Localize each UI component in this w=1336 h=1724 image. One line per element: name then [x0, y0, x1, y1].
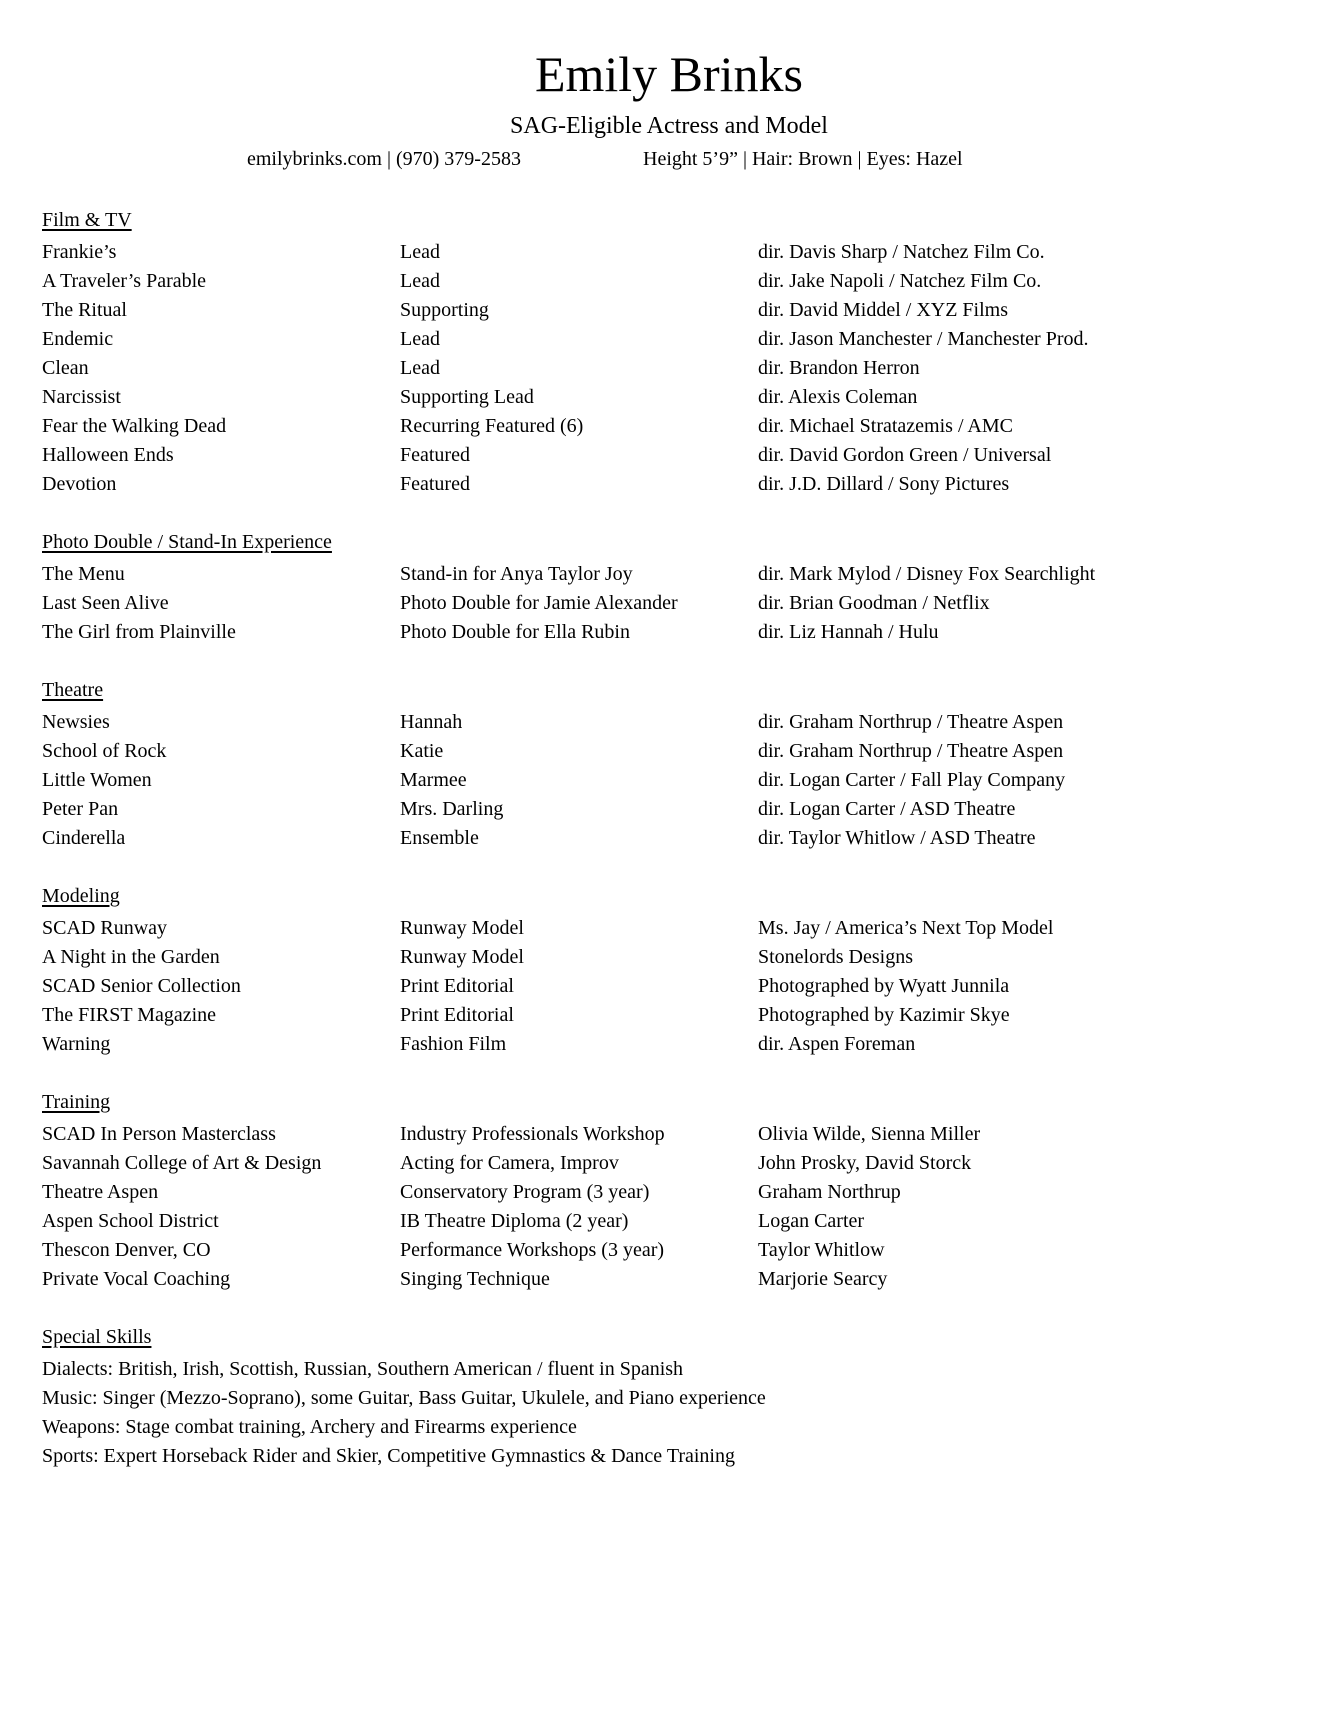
contact-stats: Height 5’9” | Hair: Brown | Eyes: Hazel [643, 148, 963, 170]
credit-detail: Marjorie Searcy [758, 1268, 888, 1290]
credit-row [42, 296, 1296, 325]
credit-detail: dir. Jake Napoli / Natchez Film Co. [758, 270, 1042, 292]
credit-row [42, 1149, 1296, 1178]
credit-title: SCAD In Person Masterclass [42, 1123, 276, 1145]
credit-role: Stand-in for Anya Taylor Joy [400, 563, 633, 585]
credit-title: The Ritual [42, 299, 127, 321]
credit-role: Conservatory Program (3 year) [400, 1181, 650, 1203]
credit-title: School of Rock [42, 740, 167, 762]
credit-role: Photo Double for Ella Rubin [400, 621, 630, 643]
credit-role: Ensemble [400, 827, 479, 849]
credit-detail: Stonelords Designs [758, 946, 913, 968]
credit-detail: dir. Aspen Foreman [758, 1033, 916, 1055]
section [42, 206, 1296, 499]
credit-title: Savannah College of Art & Design [42, 1152, 322, 1174]
credit-role: Supporting [400, 299, 489, 321]
credit-detail: dir. Michael Stratazemis / AMC [758, 415, 1013, 437]
credit-title: A Night in the Garden [42, 946, 220, 968]
credit-title: Little Women [42, 769, 152, 791]
credit-role: Lead [400, 357, 440, 379]
credit-row [42, 325, 1296, 354]
credit-role: Lead [400, 270, 440, 292]
credit-detail: Graham Northrup [758, 1181, 901, 1203]
credit-row [42, 470, 1296, 499]
credit-detail: John Prosky, David Storck [758, 1152, 972, 1174]
credit-role: Print Editorial [400, 975, 514, 997]
credit-title: SCAD Senior Collection [42, 975, 241, 997]
credit-role: IB Theatre Diploma (2 year) [400, 1210, 629, 1232]
credit-role: Runway Model [400, 917, 524, 939]
credit-title: Thescon Denver, CO [42, 1239, 211, 1261]
credit-role: Hannah [400, 711, 463, 733]
credit-detail: Photographed by Wyatt Junnila [758, 975, 1010, 997]
credit-title: Peter Pan [42, 798, 119, 820]
section-special-skills [42, 1323, 1296, 1471]
credit-detail: dir. David Middel / XYZ Films [758, 299, 1008, 321]
credit-row [42, 795, 1296, 824]
credit-row [42, 238, 1296, 267]
credit-title: Theatre Aspen [42, 1181, 159, 1203]
section-title: Theatre [42, 679, 104, 701]
credit-row [42, 1030, 1296, 1059]
credit-detail: dir. Mark Mylod / Disney Fox Searchlight [758, 563, 1096, 585]
section [42, 676, 1296, 853]
credit-role: Print Editorial [400, 1004, 514, 1026]
contact-line [42, 145, 1296, 174]
credit-role: Runway Model [400, 946, 524, 968]
section-title: Film & TV [42, 209, 132, 231]
credit-detail: dir. Graham Northrup / Theatre Aspen [758, 711, 1064, 733]
skill-line: Sports: Expert Horseback Rider and Skier, Competitive Gymnastics & Dance Training [42, 1445, 735, 1467]
credit-role: Lead [400, 241, 440, 263]
credit-detail: dir. Liz Hannah / Hulu [758, 621, 939, 643]
credit-detail: dir. Logan Carter / Fall Play Company [758, 769, 1066, 791]
credit-title: Private Vocal Coaching [42, 1268, 231, 1290]
credit-sections [42, 206, 1296, 1471]
credit-title: Narcissist [42, 386, 121, 408]
section [42, 882, 1296, 1059]
credit-title: Newsies [42, 711, 110, 733]
tagline: SAG-Eligible Actress and Model [510, 113, 828, 139]
credit-row [42, 1120, 1296, 1149]
credit-row [42, 618, 1296, 647]
credit-role: Fashion Film [400, 1033, 507, 1055]
credit-role: Mrs. Darling [400, 798, 504, 820]
credit-title: Clean [42, 357, 89, 379]
credit-title: Last Seen Alive [42, 592, 169, 614]
credit-row [42, 560, 1296, 589]
credit-role: Supporting Lead [400, 386, 534, 408]
credit-detail: dir. Taylor Whitlow / ASD Theatre [758, 827, 1036, 849]
credit-detail: dir. Jason Manchester / Manchester Prod. [758, 328, 1089, 350]
credit-row [42, 737, 1296, 766]
credit-detail: dir. Davis Sharp / Natchez Film Co. [758, 241, 1045, 263]
credit-detail: dir. Graham Northrup / Theatre Aspen [758, 740, 1064, 762]
credit-role: Photo Double for Jamie Alexander [400, 592, 678, 614]
credit-detail: dir. David Gordon Green / Universal [758, 444, 1052, 466]
credit-row [42, 972, 1296, 1001]
credit-title: Fear the Walking Dead [42, 415, 227, 437]
section-title: Modeling [42, 885, 120, 907]
credit-detail: dir. J.D. Dillard / Sony Pictures [758, 473, 1010, 495]
credit-detail: Taylor Whitlow [758, 1239, 885, 1261]
credit-row [42, 1001, 1296, 1030]
contact-website-phone: emilybrinks.com | (970) 379-2583 [247, 148, 521, 170]
credit-detail: dir. Brandon Herron [758, 357, 920, 379]
credit-row [42, 943, 1296, 972]
section [42, 1088, 1296, 1294]
credit-detail: dir. Brian Goodman / Netflix [758, 592, 990, 614]
credit-row [42, 589, 1296, 618]
credit-title: Aspen School District [42, 1210, 219, 1232]
credit-row [42, 412, 1296, 441]
credit-row [42, 914, 1296, 943]
credit-detail: dir. Alexis Coleman [758, 386, 918, 408]
section-title: Training [42, 1091, 111, 1113]
credit-detail: Olivia Wilde, Sienna Miller [758, 1123, 981, 1145]
page-title: Emily Brinks [534, 46, 804, 102]
credit-role: Performance Workshops (3 year) [400, 1239, 665, 1261]
credit-title: A Traveler’s Parable [42, 270, 207, 292]
credit-title: Warning [42, 1033, 111, 1055]
credit-title: SCAD Runway [42, 917, 168, 939]
credit-detail: Photographed by Kazimir Skye [758, 1004, 1010, 1026]
credit-role: Industry Professionals Workshop [400, 1123, 665, 1145]
credit-title: Endemic [42, 328, 114, 350]
credit-row [42, 1265, 1296, 1294]
skill-line: Weapons: Stage combat training, Archery and Firearms experience [42, 1416, 577, 1438]
credit-role: Featured [400, 444, 470, 466]
section [42, 528, 1296, 647]
credit-row [42, 267, 1296, 296]
credit-row [42, 824, 1296, 853]
credit-title: The Girl from Plainville [42, 621, 236, 643]
credit-role: Recurring Featured (6) [400, 415, 584, 437]
credit-title: The FIRST Magazine [42, 1004, 217, 1026]
credit-title: Devotion [42, 473, 117, 495]
credit-row [42, 1207, 1296, 1236]
credit-role: Marmee [400, 769, 467, 791]
credit-role: Katie [400, 740, 444, 762]
section-title: Special Skills [42, 1326, 152, 1348]
credit-detail: Ms. Jay / America’s Next Top Model [758, 917, 1054, 939]
credit-row [42, 766, 1296, 795]
skill-line: Dialects: British, Irish, Scottish, Russian, Southern American / fluent in Spanish [42, 1358, 684, 1380]
credit-role: Acting for Camera, Improv [400, 1152, 619, 1174]
credit-row [42, 354, 1296, 383]
credit-detail: dir. Logan Carter / ASD Theatre [758, 798, 1016, 820]
credit-title: The Menu [42, 563, 125, 585]
credit-title: Frankie’s [42, 241, 117, 263]
credit-role: Featured [400, 473, 470, 495]
credit-detail: Logan Carter [758, 1210, 865, 1232]
credit-role: Lead [400, 328, 440, 350]
skill-line: Music: Singer (Mezzo-Soprano), some Guitar, Bass Guitar, Ukulele, and Piano experience [42, 1387, 766, 1409]
credit-title: Cinderella [42, 827, 126, 849]
section-title: Photo Double / Stand-In Experience [42, 531, 332, 553]
credit-row [42, 441, 1296, 470]
credit-role: Singing Technique [400, 1268, 550, 1290]
credit-title: Halloween Ends [42, 444, 174, 466]
credit-row [42, 383, 1296, 412]
credit-row [42, 1236, 1296, 1265]
credit-row [42, 1178, 1296, 1207]
credit-row [42, 708, 1296, 737]
